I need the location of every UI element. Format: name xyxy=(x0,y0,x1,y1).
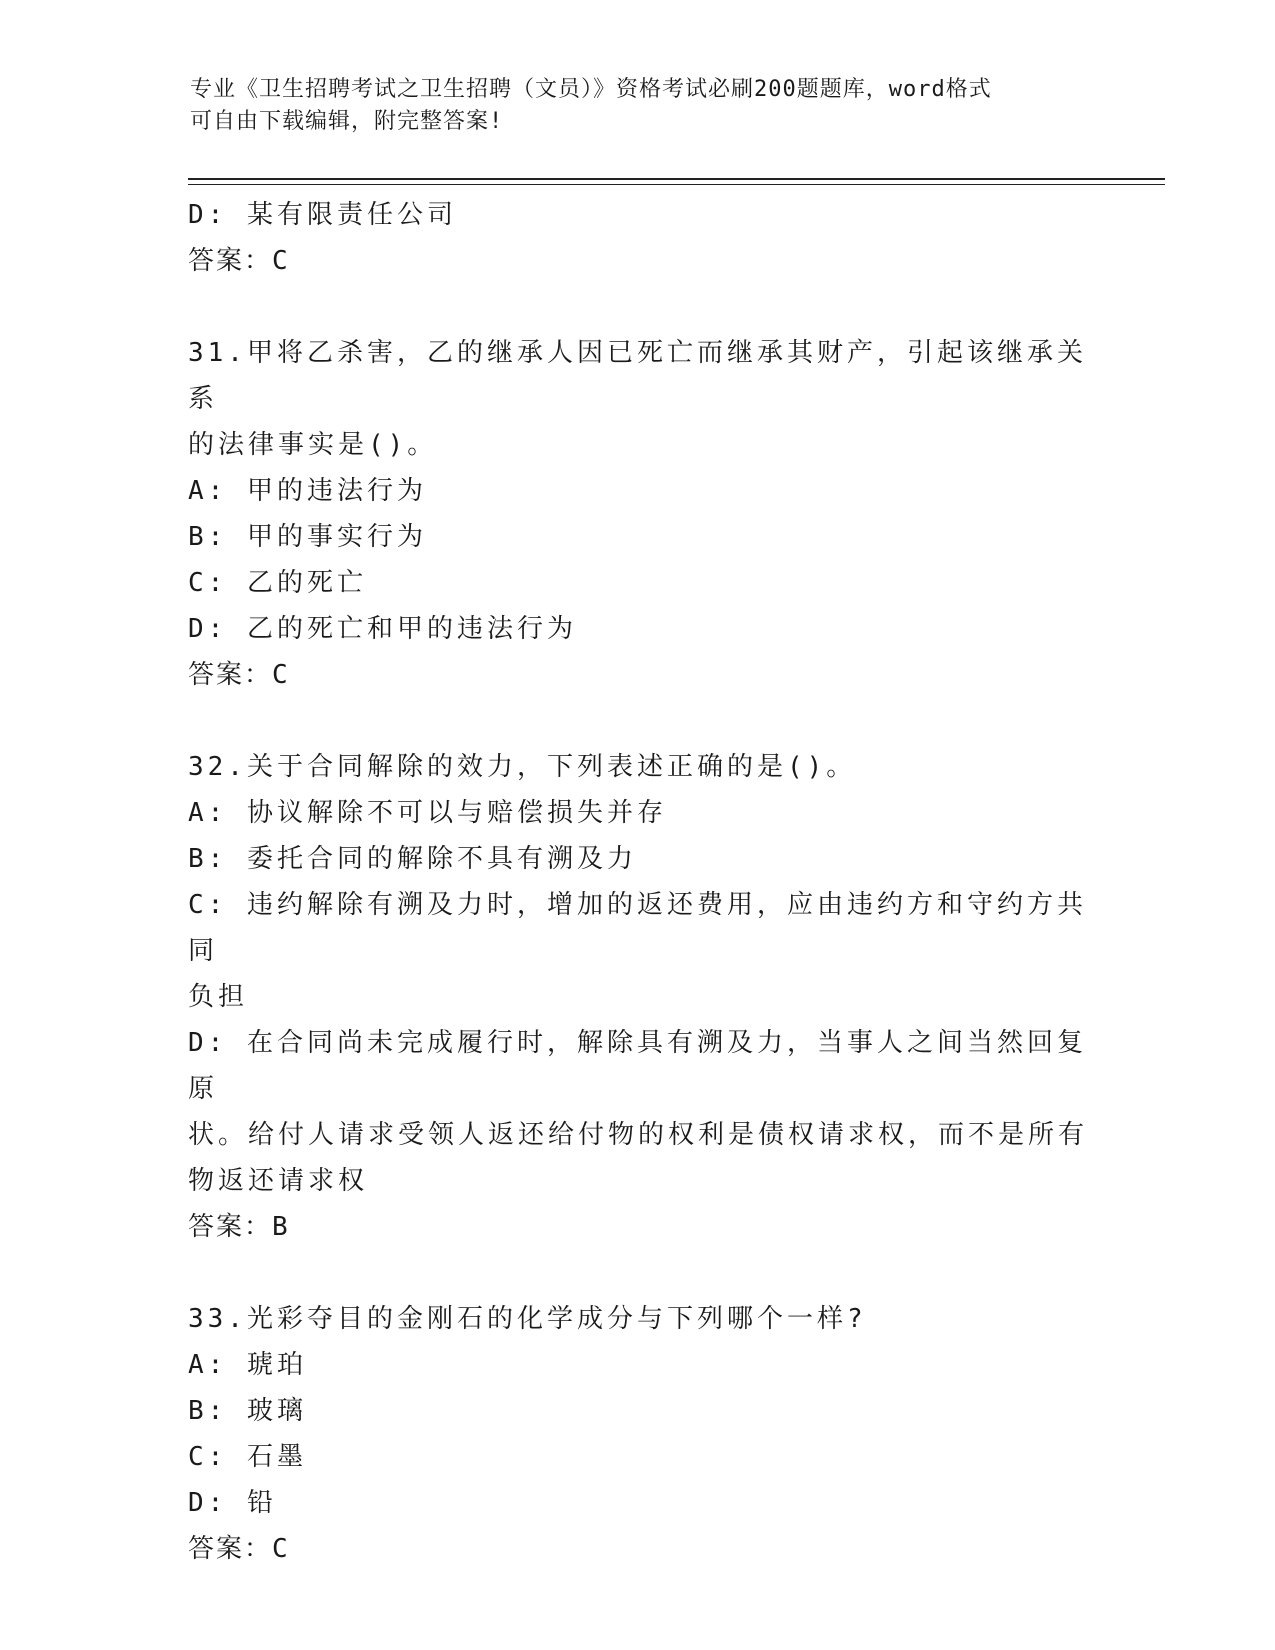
option-d: D: 在合同尚未完成履行时，解除具有溯及力，当事人之间当然回复原 xyxy=(188,1028,1087,1104)
option-a: A: 甲的违法行为 xyxy=(188,476,427,506)
header-line-2: 可自由下载编辑，附完整答案! xyxy=(190,109,504,134)
option-c: C: 乙的死亡 xyxy=(188,568,367,598)
answer: 答案：C xyxy=(188,660,290,690)
option-c-continued: 负担 xyxy=(188,982,249,1012)
option-c: C: 石墨 xyxy=(188,1442,307,1472)
spacer xyxy=(188,698,1088,744)
option-d: D: 某有限责任公司 xyxy=(188,200,457,230)
question-stem: 33.光彩夺目的金刚石的化学成分与下列哪个一样? xyxy=(188,1304,867,1334)
question-stem: 31.甲将乙杀害，乙的继承人因已死亡而继承其财产，引起该继承关系 xyxy=(188,338,1087,414)
option-c: C: 违约解除有溯及力时，增加的返还费用，应由违约方和守约方共同 xyxy=(188,890,1087,966)
answer: 答案：C xyxy=(188,246,290,276)
question-stem: 的法律事实是()。 xyxy=(188,430,438,460)
header-divider-thin xyxy=(188,184,1165,185)
document-header xyxy=(190,74,1070,138)
option-a: A: 琥珀 xyxy=(188,1350,307,1380)
option-b: B: 甲的事实行为 xyxy=(188,522,427,552)
option-a: A: 协议解除不可以与赔偿损失并存 xyxy=(188,798,667,828)
header-line-1: 专业《卫生招聘考试之卫生招聘（文员）》资格考试必刷200题题库，word格式 xyxy=(190,77,992,102)
option-b: B: 玻璃 xyxy=(188,1396,307,1426)
answer: 答案：C xyxy=(188,1534,290,1564)
header-divider-thick xyxy=(188,178,1165,180)
answer: 答案：B xyxy=(188,1212,290,1242)
option-d: D: 铅 xyxy=(188,1488,277,1518)
question-list xyxy=(188,192,1088,1572)
spacer xyxy=(188,1250,1088,1296)
option-b: B: 委托合同的解除不具有溯及力 xyxy=(188,844,637,874)
option-d-continued: 物返还请求权 xyxy=(188,1166,369,1196)
spacer xyxy=(188,284,1088,330)
option-d: D: 乙的死亡和甲的违法行为 xyxy=(188,614,577,644)
option-d-continued: 状。给付人请求受领人返还给付物的权利是债权请求权，而不是所有 xyxy=(188,1120,1089,1150)
question-stem: 32.关于合同解除的效力，下列表述正确的是()。 xyxy=(188,752,857,782)
